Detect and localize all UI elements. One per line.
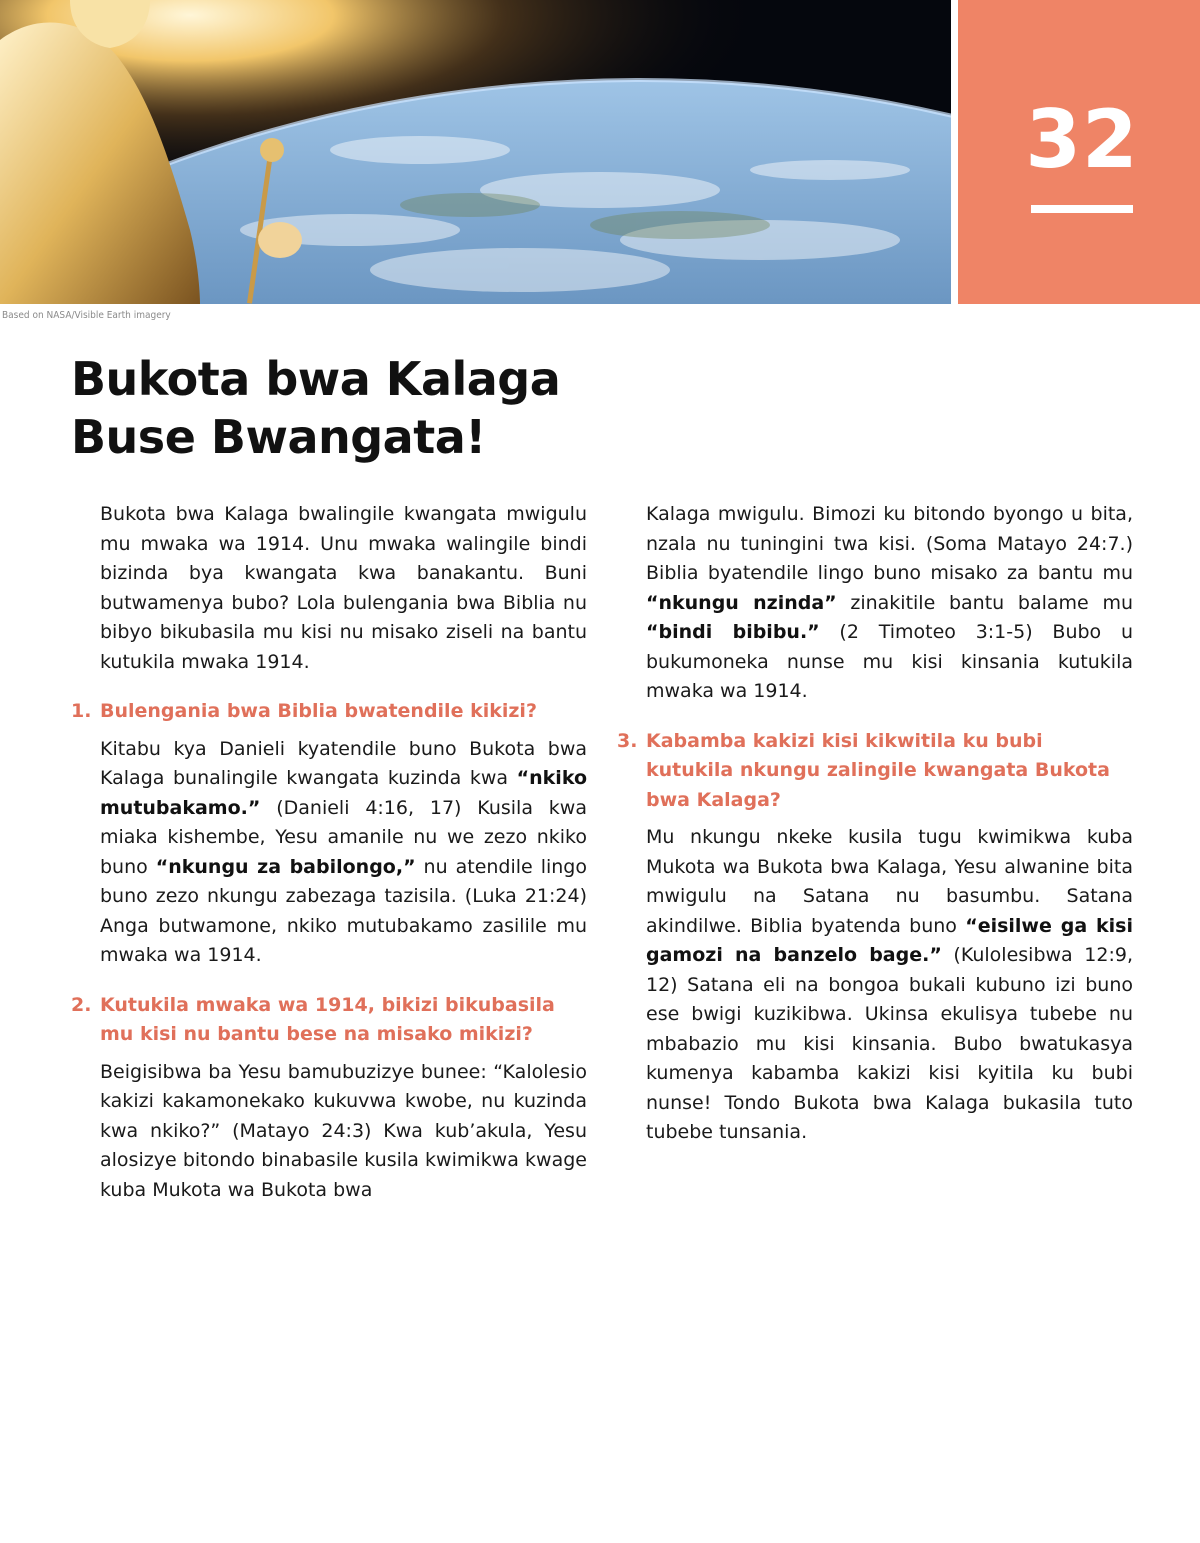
answer-2-paragraph-part-2 (617, 500, 1133, 707)
lesson-number: 32 (1025, 93, 1139, 186)
question-text: Kabamba kakizi kisi kikwitila ku bubi kutukila nkungu zalingile kwangata Bukota bwa Kalaga? (646, 729, 1110, 811)
king-over-earth-image (0, 0, 951, 304)
lesson-number-underline (1031, 205, 1133, 213)
question-3 (617, 727, 1133, 816)
answer-text: (2 Timoteo 3:1-5) Bubo u bukumoneka nunse mu kisi kinsania kutukila mwaka wa 1914. (646, 621, 1133, 702)
answer-text: Mu nkungu nkeke kusila tugu kwimikwa kuba Mukota wa Bukota bwa Kalaga, Yesu alwanine bita mwigulu na Satana nu basumbu. Satana akindilwe. Biblia byatenda buno (646, 826, 1133, 937)
emphasis-text: “eisilwe ga kisi gamozi na banzelo bage.” (646, 914, 1133, 966)
emphasis-text: “nkungu za babilongo,” (155, 855, 416, 878)
question-number: 1. (71, 700, 92, 722)
right-column (617, 500, 1133, 1148)
intro-paragraph: Bukota bwa Kalaga bwalingile kwangata mwigulu mu mwaka wa 1914. Unu mwaka walingile bindi bizinda bya kwangata kwa banakantu. Buni butwamenya bubo? Lola bulengania bwa Biblia nu bibyo bikubasila mu kisi nu misako ziseli na bantu kutukila mwaka 1914. (100, 503, 587, 673)
question-number: 3. (617, 729, 638, 752)
answer-text: (Danieli 4:16, 17) Kusila kwa miaka kishembe, Yesu amanile nu we zezo nkiko buno (100, 796, 587, 878)
left-column (71, 500, 587, 1205)
question-1 (71, 697, 587, 727)
answer-2-paragraph-part-1 (71, 1058, 587, 1206)
hero-image (0, 0, 951, 304)
answer-text: Kitabu kya Danieli kyatendile buno Bukota bwa Kalaga bunalingile kwangata kuzinda kwa (100, 737, 587, 789)
answer-1-paragraph (71, 735, 587, 971)
emphasis-text: “nkiko mutubakamo.” (100, 767, 587, 819)
page-title (71, 350, 560, 466)
question-text: Bulengania bwa Biblia bwatendile kikizi? (100, 700, 537, 722)
answer-text: Beigisibwa ba Yesu bamubuzizye bunee: “Kalolesio kakizi kakamonekako kukuvwa kwobe, nu kuzinda kwa nkiko?” (Matayo 24:3) Kwa kub’akula, Yesu alosizye bitondo binabasile kusila kwimikwa kwage kuba Mukota wa Bukota bwa (100, 1060, 587, 1201)
emphasis-text: “bindi bibibu.” (646, 621, 820, 643)
question-text: Kutukila mwaka wa 1914, bikizi bikubasila mu kisi nu bantu bese na misako mikizi? (100, 993, 555, 1045)
answer-text: Kalaga mwigulu. Bimozi ku bitondo byongo u bita, nzala nu tuningini twa kisi. (Soma Matayo 24:7.) Biblia byatendile lingo buno misako za bantu mu (646, 503, 1133, 584)
answer-text: zinakitile bantu balame mu (836, 591, 1134, 614)
image-credit: Based on NASA/Visible Earth imagery (2, 310, 171, 321)
emphasis-text: “nkungu nzinda” (646, 591, 837, 614)
answer-text: (Kulolesibwa 12:9, 12) Satana eli na bongoa bukali kubuno izi buno ese bwigi kuzikibwa. Ukinsa ekulisya tubebe nu mbabazio mu kisi kinsania. Bubo bwatukasya kumenya kabamba kakizi kisi kyitila ku bubi nunse! Tondo Bukota bwa Kalaga bukasila tuto tubebe tunsania. (646, 944, 1134, 1143)
question-number: 2. (71, 993, 92, 1016)
title-line-2: Buse Bwangata! (71, 410, 486, 464)
question-2 (71, 991, 587, 1050)
title-line-1: Bukota bwa Kalaga (71, 352, 561, 406)
lesson-number-box (958, 0, 1200, 304)
answer-3-paragraph (617, 823, 1133, 1148)
answer-text: nu atendile lingo buno zezo nkungu zabezaga tazisila. (Luka 21:24) Anga butwamone, nkiko mutubakamo zasilile mu mwaka wa 1914. (100, 855, 587, 966)
